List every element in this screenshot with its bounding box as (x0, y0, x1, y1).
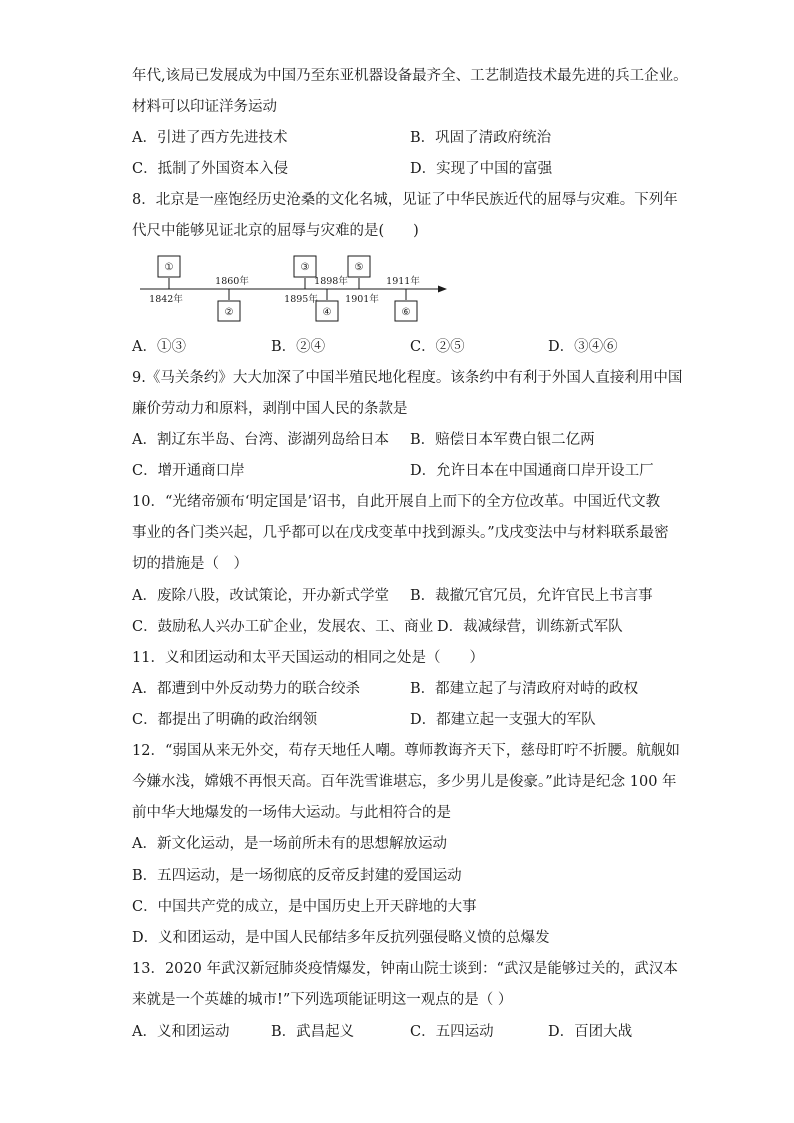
q11-option-c: C．都提出了明确的政治纲领 (132, 712, 318, 728)
q13-option-b: B．武昌起义 (271, 1024, 355, 1040)
q7-option-c: C．抵制了外国资本入侵 (132, 161, 289, 177)
q12-option-d: D．义和团运动，是中国人民郁结多年反抗列强侵略义愤的总爆发 (132, 930, 550, 946)
q12-stem-line-3: 前中华大地爆发的一场伟大运动。与此相符合的是 (132, 805, 451, 821)
q7-text-line-2: 材料可以印证洋务运动 (132, 99, 277, 115)
q12-stem-line-2: 今嫌水浅，嫦娥不再恨天高。百年洗雪谁堪忘，多少男儿是俊豪。”此诗是纪念 100 年 (132, 774, 677, 790)
q10-stem-line-3: 切的措施是（ ） (132, 556, 248, 572)
q9-option-a: A．割辽东半岛、台湾、澎湖列岛给日本 (132, 432, 389, 448)
year-1842: 1842年 (149, 294, 183, 305)
year-1895: 1895年 (284, 294, 318, 305)
q13-option-c: C．五四运动 (410, 1024, 494, 1040)
q10-option-b: B．裁撤冗官冗员，允许官民上书言事 (410, 588, 653, 604)
q8-option-c: C．②⑤ (410, 339, 465, 355)
q8-stem-line-2: 代尺中能够见证北京的屈辱与灾难的是( ) (132, 223, 419, 239)
q8-option-a: A．①③ (132, 339, 186, 355)
q10-option-d: D．裁减绿营，训练新式军队 (437, 619, 623, 635)
q11-option-a: A．都遭到中外反动势力的联合绞杀 (132, 681, 360, 697)
q12-option-c: C．中国共产党的成立，是中国历史上开天辟地的大事 (132, 899, 477, 915)
box-1-label: ① (164, 262, 174, 273)
q9-option-b: B．赔偿日本军费白银二亿两 (410, 432, 595, 448)
q10-stem-line-2: 事业的各门类兴起，几乎都可以在戊戌变革中找到源头。”戊戌变法中与材料联系最密 (132, 525, 669, 541)
q9-option-c: C．增开通商口岸 (132, 463, 245, 479)
box-5-label: ⑤ (354, 262, 364, 273)
q7-option-a: A．引进了西方先进技术 (132, 130, 288, 146)
box-6-label: ⑥ (401, 307, 411, 318)
q13-option-d: D．百团大战 (548, 1024, 633, 1040)
q13-stem-line-2: 来就是一个英雄的城市!”下列选项能证明这一观点的是（ ） (132, 992, 513, 1008)
timeline-arrow (438, 286, 447, 293)
q8-stem-line-1: 8．北京是一座饱经历史沧桑的文化名城，见证了中华民族近代的屈辱与灾难。下列年 (132, 192, 678, 208)
q10-stem-line-1: 10．“光绪帝颁布‘明定国是’诏书，自此开展自上而下的全方位改革。中国近代文教 (132, 494, 661, 510)
year-1860: 1860年 (215, 276, 249, 287)
box-4-label: ④ (322, 307, 332, 318)
q12-stem-line-1: 12．“弱国从来无外交，苟存天地任人嘲。尊师教诲齐天下，慈母盯咛不折腰。航舰如 (132, 743, 680, 759)
year-1898: 1898年 (314, 276, 348, 287)
year-1901: 1901年 (345, 294, 379, 305)
q8-timeline-figure (138, 252, 448, 324)
q13-stem-line-1: 13．2020 年武汉新冠肺炎疫情爆发，钟南山院士谈到：“武汉是能够过关的，武汉本 (132, 961, 678, 977)
q9-stem-line-1: 9.《马关条约》大大加深了中国半殖民地化程度。该条约中有利于外国人直接利用中国 (132, 370, 683, 386)
q11-option-d: D．都建立起一支强大的军队 (410, 712, 596, 728)
box-2-label: ② (224, 307, 234, 318)
q9-option-d: D．允许日本在中国通商口岸开设工厂 (410, 463, 654, 479)
q13-option-a: A．义和团运动 (132, 1024, 230, 1040)
q12-option-a: A．新文化运动，是一场前所未有的思想解放运动 (132, 836, 447, 852)
q7-text-line-1: 年代,该局已发展成为中国乃至东亚机器设备最齐全、工艺制造技术最先进的兵工企业。 (132, 68, 688, 84)
year-1911: 1911年 (386, 276, 420, 287)
q8-option-d: D．③④⑥ (548, 339, 618, 355)
q11-option-b: B．都建立起了与清政府对峙的政权 (410, 681, 639, 697)
q7-option-d: D．实现了中国的富强 (410, 161, 553, 177)
q9-stem-line-2: 廉价劳动力和原料，剥削中国人民的条款是 (132, 401, 408, 417)
q10-option-a: A．废除八股，改试策论，开办新式学堂 (132, 588, 389, 604)
q12-option-b: B．五四运动，是一场彻底的反帝反封建的爱国运动 (132, 868, 462, 884)
q10-option-c: C．鼓励私人兴办工矿企业，发展农、工、商业 (132, 619, 434, 635)
q8-option-b: B．②④ (271, 339, 326, 355)
box-3-label: ③ (300, 262, 310, 273)
q7-option-b: B．巩固了清政府统治 (410, 130, 552, 146)
q11-stem: 11．义和团运动和太平天国运动的相同之处是（ ） (132, 650, 484, 666)
